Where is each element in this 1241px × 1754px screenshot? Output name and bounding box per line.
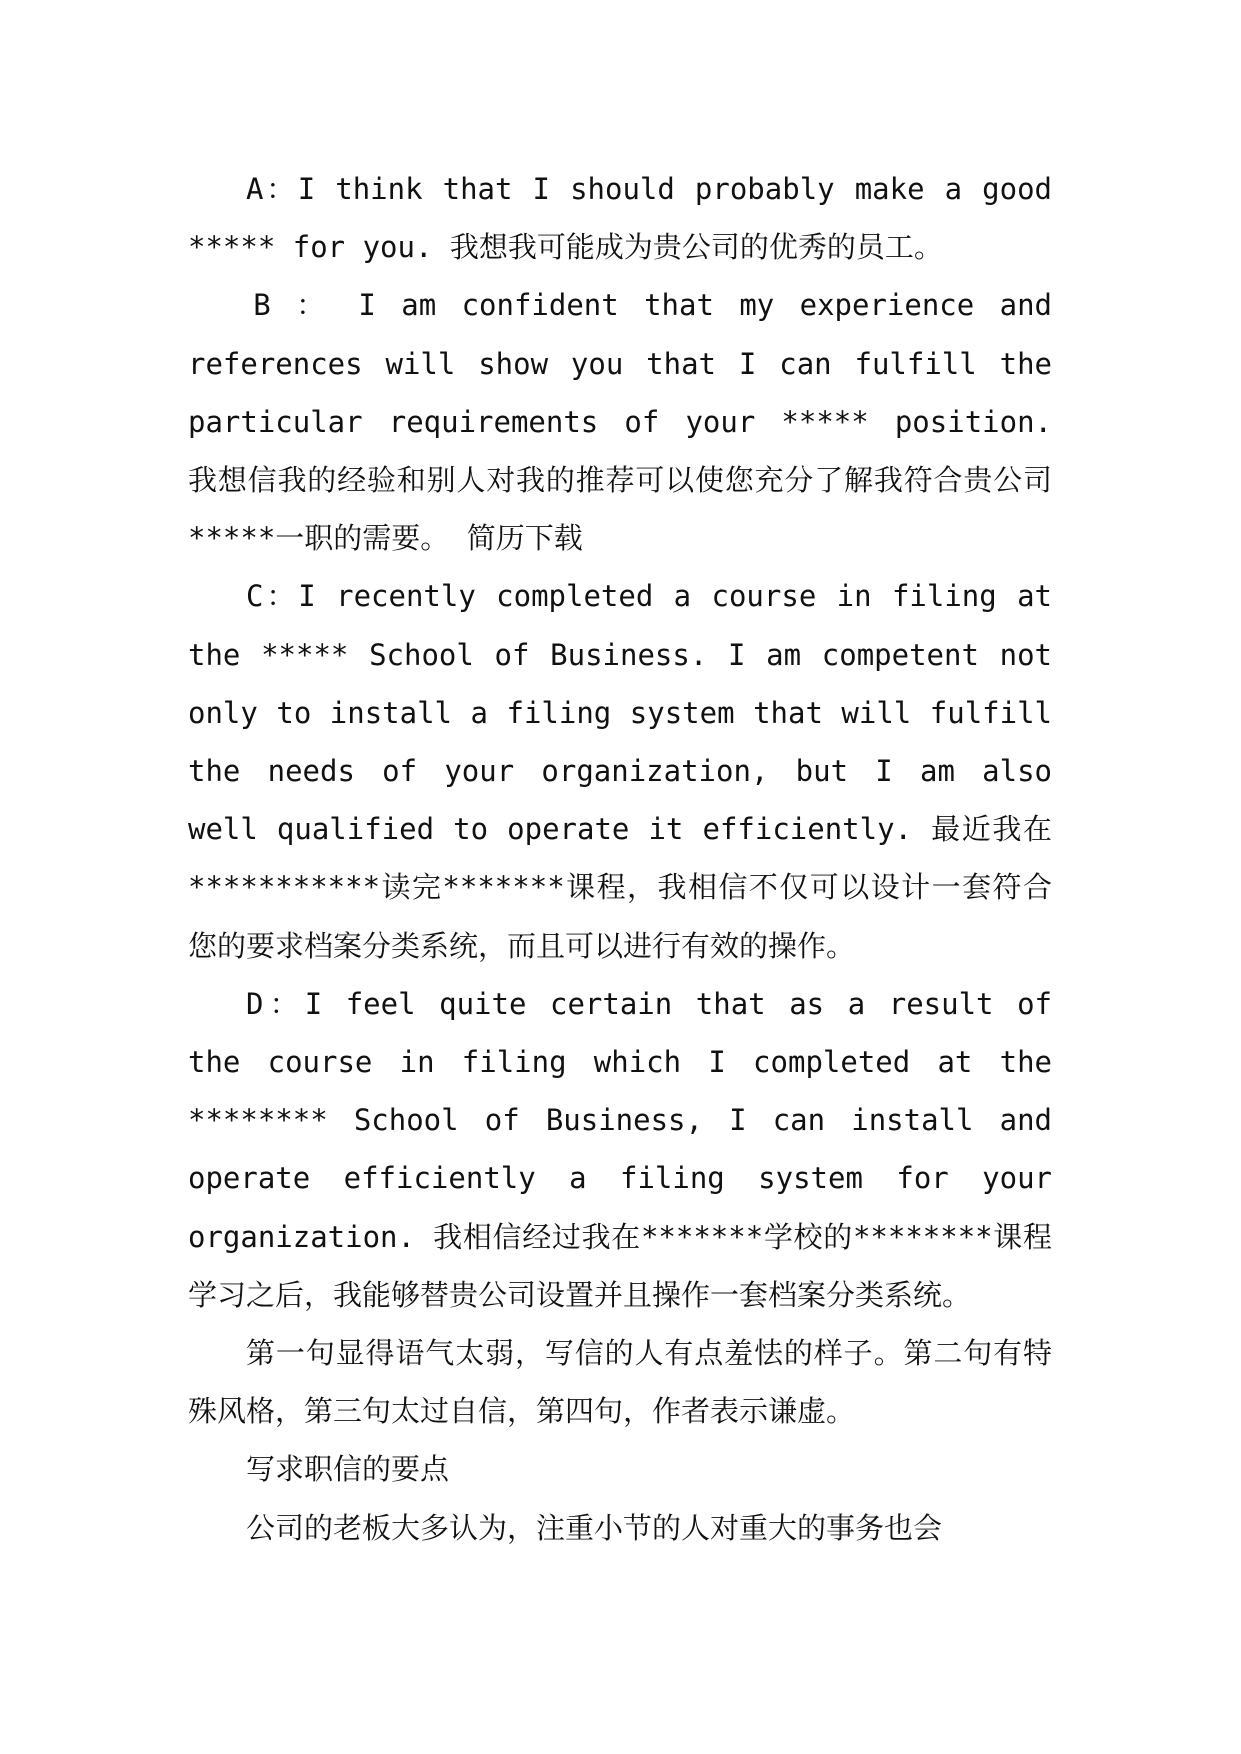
document-body — [188, 160, 1052, 1557]
paragraph-commentary: 第一句显得语气太弱，写信的人有点羞怯的样子。第二句有特殊风格，第三句太过自信，第四句，作者表示谦虚。 — [188, 1336, 1052, 1429]
paragraph-option-b: B ： I am confident that my experience and references will show you that I can fulfill the particular requirements of your ***** position. 我想信我的经验和别人对我的推荐可以使您充分了解我符合贵公司*****一职的需要。 简历下载 — [188, 288, 1052, 556]
paragraph-closing: 公司的老板大多认为，注重小节的人对重大的事务也会 — [246, 1510, 943, 1545]
paragraph-option-a: A：I think that I should probably make a good ***** for you. 我想我可能成为贵公司的优秀的员工。 — [188, 172, 1052, 265]
section-heading: 写求职信的要点 — [246, 1452, 450, 1487]
paragraph-option-c: C：I recently completed a course in filing at the ***** School of Business. I am competent not only to install a filing system that will fulfill the needs of your organization, but I am also well qualified to operate it efficiently. 最近我在***********读完*******课程，我相信不仅可以设计一套符合您的要求档案分类系统，而且可以进行有效的操作。 — [188, 579, 1052, 963]
paragraph-option-d: D：I feel quite certain that as a result of the course in filing which I completed at the ******** School of Business, I can install and operate efficiently a filing system for your organization. 我相信经过我在*******学校的********课程学习之后，我能够替贵公司设置并且操作一套档案分类系统。 — [188, 986, 1052, 1312]
